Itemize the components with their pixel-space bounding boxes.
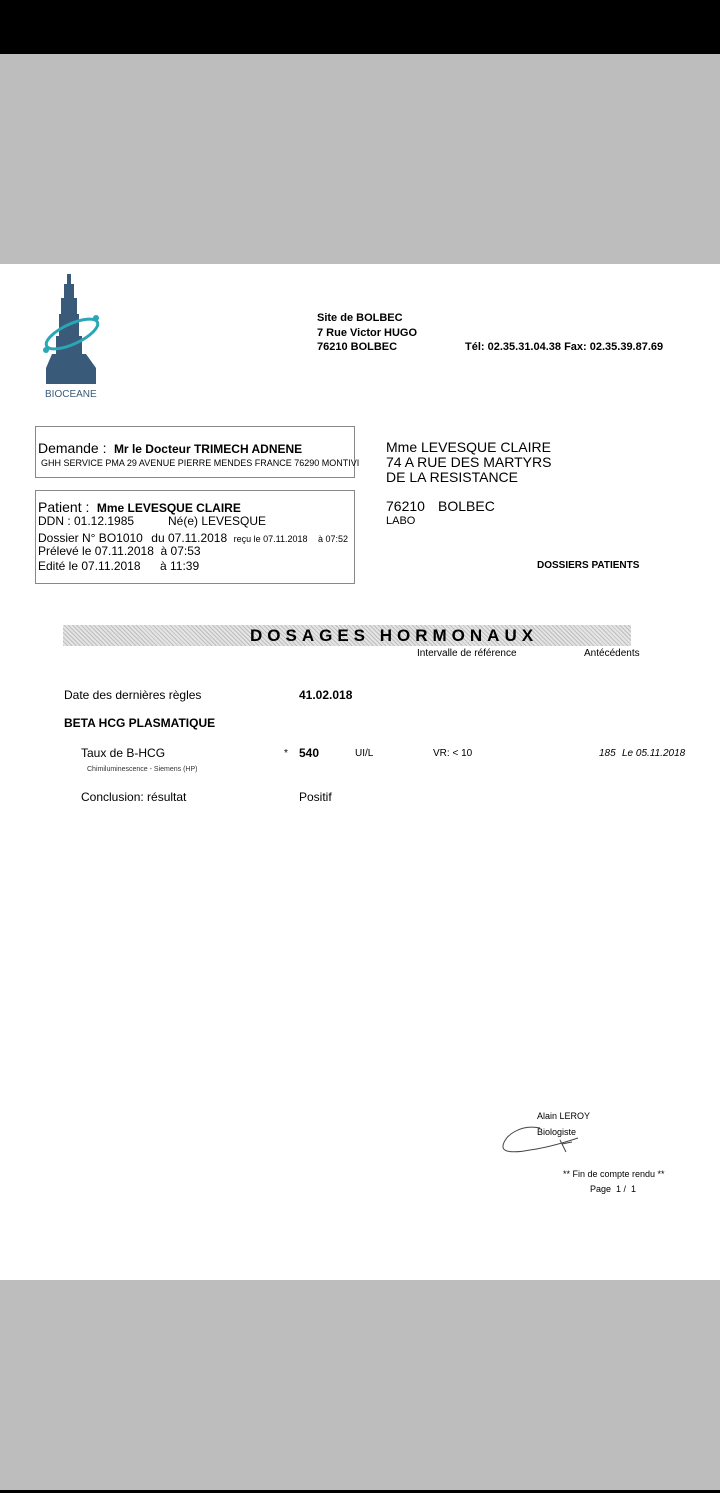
conclusion-label: Conclusion: résultat xyxy=(81,790,187,804)
received-date: reçu le 07.11.2018 xyxy=(233,534,308,544)
history-value: 185 xyxy=(599,748,616,759)
test-name: Taux de B-HCG xyxy=(81,746,166,760)
test-value: 540 xyxy=(299,746,320,760)
test-method: Chimiluminescence - Siemens (HP) xyxy=(87,766,198,773)
received-time: à 07:52 xyxy=(317,534,348,544)
patient-ddn: DDN : 01.12.1985 xyxy=(38,514,135,528)
section-band xyxy=(63,625,631,646)
site-name: Site de BOLBEC xyxy=(317,312,403,324)
last-period-label: Date des dernières règles xyxy=(64,688,202,702)
bioceane-logo xyxy=(38,272,106,402)
signer-name: Alain LEROY xyxy=(537,1111,591,1121)
signer-title: Biologiste xyxy=(537,1127,577,1137)
history-date: Le 05.11.2018 xyxy=(622,748,686,759)
recipient-labo: LABO xyxy=(386,515,416,527)
dossier-date: du 07.11.2018 xyxy=(151,531,228,545)
requester-line xyxy=(38,440,302,458)
report-page xyxy=(0,264,720,1280)
page-number: Page 1 / 1 xyxy=(590,1184,637,1194)
site-street: 7 Rue Victor HUGO xyxy=(317,327,418,339)
test-reference: VR: < 10 xyxy=(433,748,473,759)
recipient-street: 74 A RUE DES MARTYRS xyxy=(386,454,552,470)
group-title: BETA HCG PLASMATIQUE xyxy=(64,716,216,730)
sampling-date: Prélevé le 07.11.2018 à 07:53 xyxy=(38,544,201,558)
top-black-bar xyxy=(0,0,720,54)
patient-birth-name: Né(e) LEVESQUE xyxy=(168,514,267,528)
column-reference-header: Intervalle de référence xyxy=(417,648,517,659)
requester-doctor: Mr le Docteur TRIMECH ADNENE xyxy=(113,442,303,456)
recipient-name: Mme LEVESQUE CLAIRE xyxy=(386,439,551,455)
requester-label: Demande : xyxy=(38,440,107,456)
patient-label: Patient : xyxy=(38,499,90,515)
edited-time: à 11:39 xyxy=(160,559,200,573)
edited-date: Edité le 07.11.2018 xyxy=(38,559,141,573)
column-history-header: Antécédents xyxy=(584,648,640,659)
site-phone-fax: Tél: 02.35.31.04.38 Fax: 02.35.39.87.69 xyxy=(465,341,664,353)
last-period-value: 41.02.018 xyxy=(299,688,353,702)
test-unit: UI/L xyxy=(355,748,374,759)
site-city: 76210 BOLBEC xyxy=(317,341,398,353)
handwritten-signature xyxy=(500,1122,590,1156)
tower-logo-icon xyxy=(38,272,106,388)
recipient-postal: 76210 xyxy=(386,498,425,514)
patient-name: Mme LEVESQUE CLAIRE xyxy=(96,501,241,515)
end-of-report: ** Fin de compte rendu ** xyxy=(563,1169,665,1179)
dossier-number: Dossier N° BO1010 xyxy=(38,531,143,545)
logo-wordmark: BIOCEANE xyxy=(45,389,97,400)
requester-service: GHH SERVICE PMA 29 AVENUE PIERRE MENDES FRANCE 76290 MONTIVI xyxy=(41,458,360,468)
dossiers-patients-label: DOSSIERS PATIENTS xyxy=(537,560,640,571)
section-title: DOSAGES HORMONAUX xyxy=(250,626,539,645)
abnormal-flag: * xyxy=(284,748,288,759)
conclusion-value: Positif xyxy=(299,790,332,804)
recipient-street-2: DE LA RESISTANCE xyxy=(386,469,519,485)
recipient-city: BOLBEC xyxy=(438,498,495,514)
